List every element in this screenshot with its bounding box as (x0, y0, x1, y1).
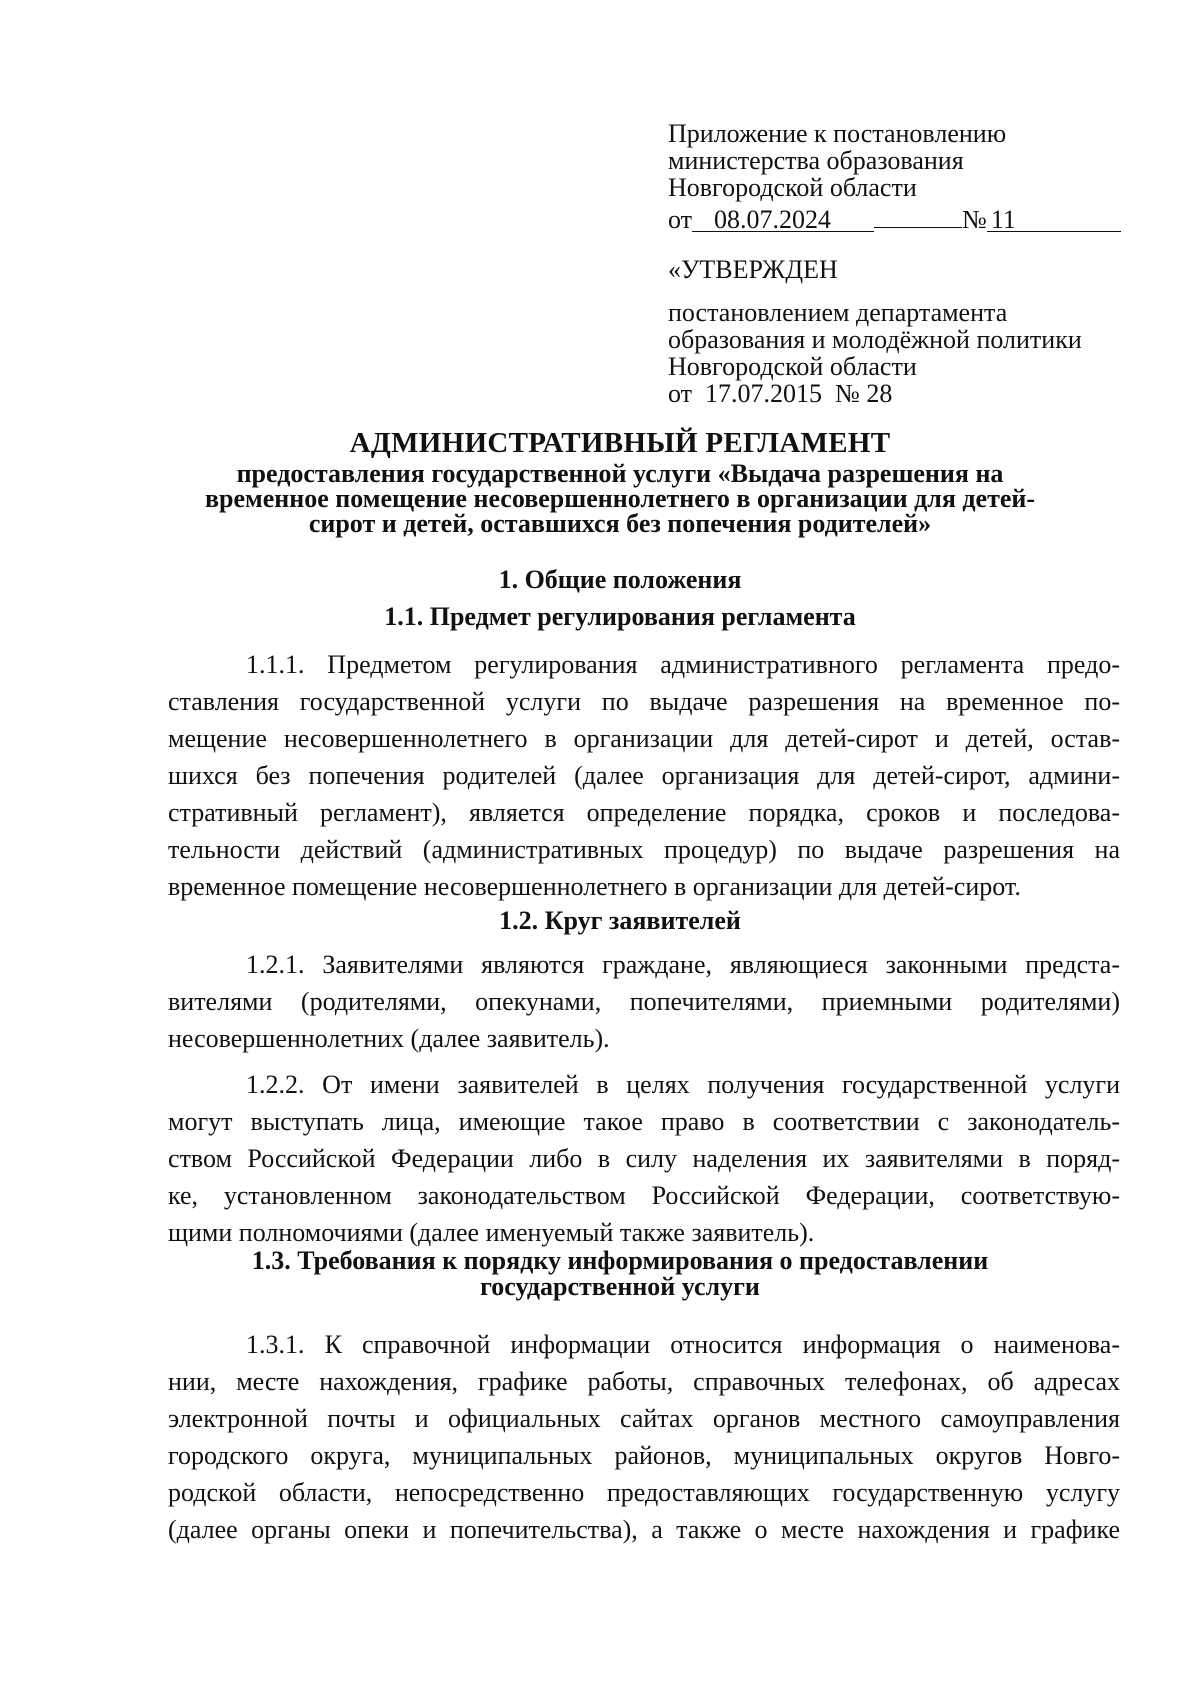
document-subtitle (150, 461, 1090, 536)
text-line: несовершеннолетних (далее заявитель). (168, 1024, 610, 1053)
section-heading-line: 1.3. Требования к порядку информирования о предоставлении (251, 1246, 989, 1275)
text-line: щими полномочиями (далее именуемый также заявитель). (168, 1218, 815, 1247)
approved-date-line: от 17.07.2015 № 28 (668, 379, 893, 408)
approved-line: образования и молодёжной политики (668, 325, 1082, 354)
attachment-block (668, 120, 1138, 407)
section-heading-1-1: 1.1. Предмет регулирования регламента (384, 602, 856, 631)
attachment-line: министерства образования (668, 146, 964, 175)
paragraph-1-2-1 (168, 946, 1120, 1057)
text-line: родской области, непосредственно предоставляющих государственную услугу (168, 1478, 1120, 1507)
subtitle-line: временное помещение несовершеннолетнего в организации для детей- (204, 484, 1036, 513)
section-heading-1-2: 1.2. Круг заявителей (499, 906, 741, 935)
number-prefix: № (962, 205, 987, 234)
text-line: 1.3.1. К справочной информации относится информация о наименова- (246, 1330, 1120, 1359)
paragraph-1-1-1 (168, 646, 1120, 905)
section-heading-line: государственной услуги (480, 1272, 760, 1301)
text-line: 1.2.2. От имени заявителей в целях получения государственной услуги (246, 1070, 1120, 1099)
text-line: (далее органы опеки и попечительства), а также о месте нахождения и графике (168, 1515, 1120, 1544)
subtitle-line: сирот и детей, оставшихся без попечения родителей» (308, 509, 932, 538)
paragraph-1-3-1 (168, 1326, 1120, 1548)
text-line: 1.1.1. Предметом регулирования административного регламента предо- (246, 650, 1120, 679)
text-line: вителями (родителями, опекунами, попечителями, приемными родителями) (168, 987, 1120, 1016)
text-line: ставления государственной услуги по выдаче разрешения на временное по- (168, 687, 1120, 716)
text-line: 1.2.1. Заявителями являются граждане, являющиеся законными предста- (246, 950, 1120, 979)
text-line: нии, месте нахождения, графике работы, справочных телефонах, об адресах (168, 1367, 1120, 1396)
subtitle-line: предоставления государственной услуги «Выдача разрешения на (236, 459, 1004, 488)
text-line: городского округа, муниципальных районов, муниципальных округов Новго- (168, 1441, 1120, 1470)
text-line: электронной почты и официальных сайтах органов местного самоуправления (168, 1404, 1120, 1433)
approved-block (668, 299, 1138, 407)
text-line: шихся без попечения родителей (далее организация для детей-сирот, админи- (168, 761, 1120, 790)
date-prefix: от (668, 205, 693, 234)
document-title: АДМИНИСТРАТИВНЫЙ РЕГЛАМЕНТ (349, 427, 891, 459)
section-heading-1-3 (150, 1248, 1090, 1300)
attachment-number: 11 (987, 206, 1121, 232)
text-line: временное помещение несовершеннолетнего в организации для детей-сирот. (168, 872, 1021, 901)
attachment-line: Новгородской области (668, 173, 917, 202)
attachment-date: 08.07.2024 (692, 206, 874, 232)
text-line: ством Российской Федерации либо в силу наделения их заявителями в поряд- (168, 1144, 1120, 1173)
attachment-line: Приложение к постановлению (668, 119, 1007, 148)
text-line: могут выступать лица, имеющие такое право в соответствии с законодатель- (168, 1107, 1120, 1136)
text-line: тельности действий (административных процедур) по выдаче разрешения на (168, 835, 1120, 864)
approved-line: постановлением департамента (668, 298, 1008, 327)
attachment-date-line (668, 201, 1138, 233)
date-underline (874, 201, 962, 228)
section-heading-1: 1. Общие положения (498, 565, 742, 594)
text-line: стративный регламент), является определение порядка, сроков и последова- (168, 798, 1120, 827)
paragraph-1-2-2 (168, 1066, 1120, 1251)
approved-title: «УТВЕРЖДЕН (668, 255, 838, 284)
text-line: мещение несовершеннолетнего в организации для детей-сирот и детей, остав- (168, 724, 1120, 753)
approved-line: Новгородской области (668, 352, 917, 381)
text-line: ке, установленном законодательством Российской Федерации, соответствую- (168, 1181, 1120, 1210)
